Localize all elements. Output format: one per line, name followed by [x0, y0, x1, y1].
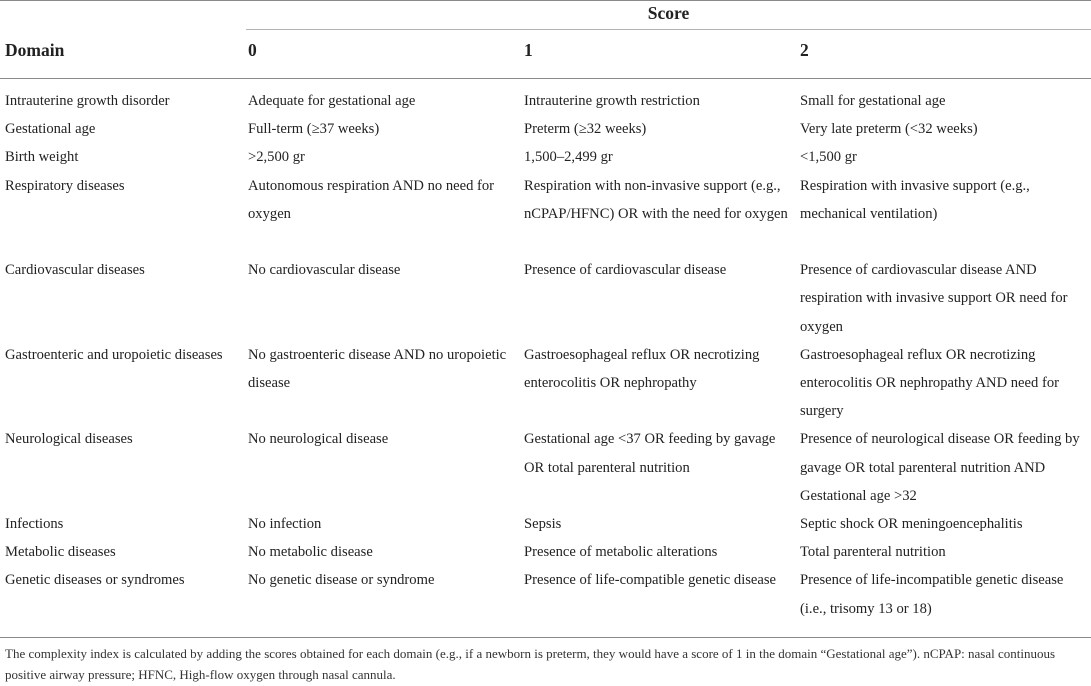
- score-2-cell: Presence of cardiovascular disease AND respiration with invasive support OR need for oxygen: [800, 262, 1068, 335]
- score-1-cell: Sepsis: [524, 515, 562, 532]
- column-header-score-0: 0: [248, 40, 257, 60]
- table-row: [0, 256, 1091, 341]
- score-0-cell: >2,500 gr: [248, 149, 305, 166]
- score-0-cell: No metabolic disease: [248, 544, 373, 561]
- score-2-cell: Presence of neurological disease OR feeding by gavage OR total parenteral nutrition AND Gestational age >32: [800, 431, 1080, 504]
- score-group-header: Score: [647, 3, 690, 23]
- score-1-cell: Gastroesophageal reflux OR necrotizing enterocolitis OR nephropathy: [524, 346, 760, 391]
- domain-cell: Neurological diseases: [5, 431, 133, 448]
- score-0-cell: No neurological disease: [248, 431, 389, 448]
- score-0-cell: No cardiovascular disease: [248, 262, 401, 279]
- score-1-cell: 1,500–2,499 gr: [524, 149, 613, 166]
- column-header-domain: Domain: [5, 40, 65, 60]
- score-2-cell: Respiration with invasive support (e.g., mechanical ventilation): [800, 177, 1030, 222]
- column-header-score-1: 1: [524, 40, 533, 60]
- domain-cell: Genetic diseases or syndromes: [5, 572, 185, 589]
- table-row: [0, 425, 1091, 510]
- score-0-cell: No genetic disease or syndrome: [248, 572, 435, 589]
- table-header-row: [0, 30, 1091, 70]
- domain-cell: Infections: [5, 515, 64, 532]
- table-row: [0, 115, 1091, 143]
- table-header-rule: [0, 78, 1091, 79]
- table-row: [0, 172, 1091, 257]
- score-1-cell: Presence of cardiovascular disease: [524, 262, 727, 279]
- score-0-cell: No gastroenteric disease AND no uropoietic disease: [248, 346, 507, 391]
- table-row: [0, 566, 1091, 622]
- table-row: [0, 538, 1091, 566]
- score-0-cell: No infection: [248, 515, 322, 532]
- table-row: [0, 341, 1091, 426]
- score-1-cell: Gestational age <37 OR feeding by gavage OR total parenteral nutrition: [524, 431, 776, 476]
- domain-cell: Gastroenteric and uropoietic diseases: [5, 346, 223, 363]
- score-2-cell: Small for gestational age: [800, 93, 946, 109]
- score-2-cell: Gastroesophageal reflux OR necrotizing enterocolitis OR nephropathy AND need for surgery: [800, 346, 1059, 420]
- table-bottom-rule: [0, 637, 1091, 638]
- score-1-cell: Intrauterine growth restriction: [524, 93, 700, 109]
- domain-cell: Gestational age: [5, 121, 96, 138]
- score-2-cell: <1,500 gr: [800, 149, 857, 166]
- domain-cell: Cardiovascular diseases: [5, 262, 145, 279]
- score-0-cell: Adequate for gestational age: [248, 93, 416, 109]
- score-2-cell: Very late preterm (<32 weeks): [800, 121, 978, 138]
- score-1-cell: Preterm (≥32 weeks): [524, 121, 647, 138]
- score-2-cell: Total parenteral nutrition: [800, 544, 946, 561]
- score-2-cell: Septic shock OR meningoencephalitis: [800, 515, 1023, 532]
- domain-cell: Intrauterine growth disorder: [5, 93, 170, 109]
- table-row: [0, 510, 1091, 538]
- score-1-cell: Presence of life-compatible genetic disease: [524, 572, 777, 589]
- table-row: [0, 143, 1091, 171]
- score-0-cell: Autonomous respiration AND no need for oxygen: [248, 177, 495, 222]
- domain-cell: Respiratory diseases: [5, 177, 125, 194]
- domain-cell: Metabolic diseases: [5, 544, 116, 561]
- score-1-cell: Respiration with non-invasive support (e.g., nCPAP/HFNC) OR with the need for oxygen: [524, 177, 788, 222]
- table-top-rule: [0, 0, 1091, 1]
- table-footnote: The complexity index is calculated by adding the scores obtained for each domain (e.g., if a newborn is preterm, they would have a score of 1 in the domain “Gestational age”). nCPAP: nasal continuous positive airway pressure; HFNC, High-flow oxygen through nasal cannula.: [5, 646, 1056, 682]
- score-2-cell: Presence of life-incompatible genetic disease (i.e., trisomy 13 or 18): [800, 572, 1064, 617]
- score-0-cell: Full-term (≥37 weeks): [248, 121, 380, 138]
- domain-cell: Birth weight: [5, 149, 79, 166]
- score-1-cell: Presence of metabolic alterations: [524, 544, 718, 561]
- table-row: [0, 87, 1091, 115]
- column-header-score-2: 2: [800, 40, 809, 60]
- table-body: [0, 87, 1091, 623]
